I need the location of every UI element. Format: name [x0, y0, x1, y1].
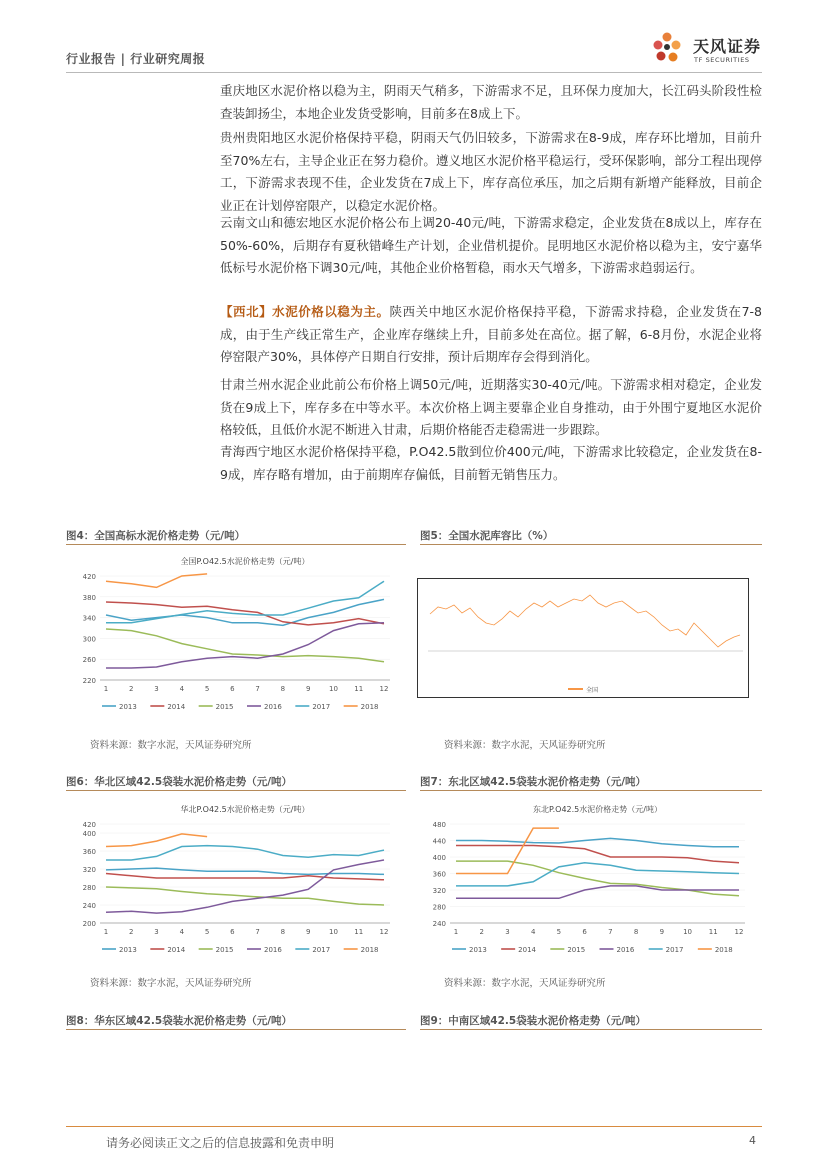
- paragraph-chongqing: 重庆地区水泥价格以稳为主，阴雨天气稍多，下游需求不足，且环保力度加大，长江码头阶段性检查装卸扬尘，本地企业发货受影响，目前多在8成上下。: [220, 83, 762, 121]
- legend-label-2017: 2017: [312, 946, 331, 954]
- y-tick-label: 280: [82, 884, 96, 892]
- x-tick-label: 6: [230, 928, 235, 936]
- legend-label-2015: 2015: [215, 946, 234, 954]
- fig4-rule: [66, 544, 406, 545]
- paragraph-shaanxi: [220, 301, 762, 369]
- fig5-chart: [418, 579, 748, 697]
- fig5-legend-label: 全国: [586, 687, 599, 694]
- fig5-series-line: [430, 595, 740, 647]
- fig7-chart: [420, 798, 755, 963]
- x-tick-label: 2: [129, 685, 134, 693]
- legend-label-2014: 2014: [167, 946, 186, 954]
- fig5-caption: 图5：全国水泥库容比（%）: [420, 530, 554, 542]
- y-tick-label: 320: [82, 866, 96, 874]
- series-line-2016: [106, 623, 384, 668]
- legend-label-2018: 2018: [714, 946, 733, 954]
- series-line-2015: [106, 887, 384, 905]
- y-tick-label: 360: [432, 870, 446, 879]
- fig4-chart: [70, 550, 400, 720]
- paragraph-gansu: 甘肃兰州水泥企业此前公布价格上调50元/吨，近期落实30-40元/吨。下游需求相对稳定，企业发货在9成上下，库存多在中等水平。本次价格上调主要靠企业自身推动，由于外围宁夏地区水泥价格较低，且低价水泥不断进入甘肃，后期价格能否走稳需进一步跟踪。: [220, 377, 762, 437]
- y-tick-label: 400: [432, 854, 446, 862]
- x-tick-label: 2: [479, 928, 484, 936]
- x-tick-label: 6: [230, 685, 235, 693]
- fig6-source: 资料来源：数字水泥，天风证券研究所: [90, 978, 252, 989]
- fig9-caption: 图9：中南区域42.5袋装水泥价格走势（元/吨）: [420, 1015, 647, 1027]
- y-tick-label: 400: [82, 830, 96, 838]
- x-tick-label: 11: [354, 928, 364, 936]
- series-line-2014: [456, 846, 739, 863]
- x-tick-label: 7: [608, 928, 613, 936]
- series-line-2017: [106, 581, 384, 623]
- header-divider: [66, 72, 762, 73]
- x-tick-label: 7: [255, 928, 260, 936]
- legend-label-2013: 2013: [119, 703, 137, 711]
- paragraph-qinghai: 青海西宁地区水泥价格保持平稳，P.O42.5散到位价400元/吨，下游需求比较稳定，企业发货在8-9成，库存略有增加，由于前期库存偏低，目前暂无销售压力。: [220, 444, 762, 482]
- fig8-rule: [66, 1029, 406, 1030]
- y-tick-label: 200: [82, 920, 96, 928]
- logo-subtext: TF SECURITIES: [694, 56, 750, 64]
- logo-text: 天风证券: [693, 37, 762, 56]
- report-category: 行业报告 | 行业研究周报: [66, 52, 206, 66]
- x-tick-label: 4: [179, 685, 185, 693]
- y-tick-label: 280: [432, 903, 446, 912]
- fig5-chart-frame: [417, 578, 749, 698]
- legend-label-2014: 2014: [167, 703, 186, 711]
- legend-label-2013: 2013: [119, 946, 137, 954]
- legend-label-2018: 2018: [360, 703, 379, 711]
- legend-label-2016: 2016: [616, 946, 635, 954]
- x-tick-label: 10: [328, 928, 338, 936]
- y-tick-label: 440: [432, 837, 446, 846]
- legend-label-2016: 2016: [264, 946, 282, 954]
- y-tick-label: 420: [82, 821, 96, 829]
- fig9-rule: [420, 1029, 762, 1030]
- y-tick-label: 300: [82, 635, 96, 644]
- y-tick-label: 360: [82, 848, 96, 856]
- y-tick-label: 260: [82, 656, 96, 665]
- y-tick-label: 340: [82, 614, 96, 623]
- paragraph-shaanxi-text: 陕西关中地区水泥价格保持平稳，下游需求持稳，企业发货在7-8成，由于生产线正常生产，企业库存继续上升，目前多处在高位。据了解，6-8月份，水泥企业将停窑限产30%，具体停产日期自行安排，预计后期库存会得到消化。: [220, 304, 762, 364]
- x-tick-label: 4: [530, 928, 536, 936]
- x-tick-label: 1: [103, 685, 109, 693]
- x-tick-label: 5: [556, 928, 562, 936]
- x-tick-label: 12: [734, 928, 744, 936]
- series-line-2017: [106, 846, 384, 860]
- series-line-2014: [106, 874, 384, 880]
- legend-label-2013: 2013: [469, 946, 487, 954]
- x-tick-label: 7: [255, 685, 260, 693]
- paragraph-yunnan: 云南文山和德宏地区水泥价格公布上调20-40元/吨，下游需求稳定，企业发货在8成以上，库存在50%-60%，后期存有夏秋错峰生产计划，企业借机提价。昆明地区水泥价格以稳为主，安宁嘉华低标号水泥价格下调30元/吨，其他企业价格暂稳，雨水天气增多，下游需求趋弱运行。: [220, 215, 762, 275]
- x-tick-label: 5: [204, 928, 210, 936]
- series-line-2018: [456, 828, 559, 873]
- x-tick-label: 1: [453, 928, 459, 936]
- fig4-caption: 图4：全国高标水泥价格走势（元/吨）: [66, 530, 246, 542]
- page-number: 4: [749, 1134, 756, 1147]
- x-tick-label: 12: [379, 928, 389, 936]
- x-tick-label: 3: [154, 685, 159, 693]
- x-tick-label: 1: [103, 928, 109, 936]
- y-tick-label: 380: [82, 593, 96, 602]
- company-logo: [651, 28, 766, 68]
- legend-label-2014: 2014: [518, 946, 536, 954]
- fig7-rule: [420, 790, 762, 791]
- legend-label-2015: 2015: [215, 703, 234, 711]
- legend-label-2016: 2016: [264, 703, 282, 711]
- x-tick-label: 10: [683, 928, 693, 936]
- x-tick-label: 6: [582, 928, 587, 936]
- series-line-2017: [456, 863, 739, 886]
- chart-title: 华北P.O42.5水泥价格走势（元/吨）: [180, 805, 310, 814]
- y-tick-label: 480: [432, 821, 446, 829]
- y-tick-label: 240: [82, 902, 96, 910]
- x-tick-label: 9: [305, 685, 311, 693]
- y-tick-label: 320: [432, 887, 446, 895]
- legend-label-2017: 2017: [665, 946, 684, 954]
- fig6-chart: [70, 798, 400, 963]
- footer-divider: [66, 1126, 762, 1127]
- fig8-caption: 图8：华东区域42.5袋装水泥价格走势（元/吨）: [66, 1015, 293, 1027]
- x-tick-label: 5: [204, 685, 210, 693]
- y-tick-label: 220: [82, 677, 96, 685]
- x-tick-label: 3: [154, 928, 159, 936]
- series-line-2018: [106, 834, 207, 847]
- fig7-caption: 图7：东北区域42.5袋装水泥价格走势（元/吨）: [420, 776, 647, 788]
- x-tick-label: 11: [354, 685, 364, 693]
- x-tick-label: 8: [280, 928, 286, 936]
- x-tick-label: 4: [179, 928, 185, 936]
- x-tick-label: 9: [305, 928, 311, 936]
- y-tick-label: 420: [82, 573, 96, 581]
- chart-title: 全国P.O42.5水泥价格走势（元/吨）: [180, 557, 310, 566]
- chart-title: 东北P.O42.5水泥价格走势（元/吨）: [533, 805, 662, 814]
- logo-petal-icon: [651, 28, 691, 68]
- legend-label-2017: 2017: [312, 703, 331, 711]
- x-tick-label: 3: [505, 928, 510, 936]
- fig5-rule: [420, 544, 762, 545]
- fig6-rule: [66, 790, 406, 791]
- y-tick-label: 240: [432, 920, 446, 928]
- x-tick-label: 9: [659, 928, 665, 936]
- fig4-source: 资料来源：数字水泥，天风证券研究所: [90, 740, 252, 751]
- x-tick-label: 2: [129, 928, 134, 936]
- x-tick-label: 8: [280, 685, 286, 693]
- x-tick-label: 12: [379, 685, 389, 693]
- northwest-heading: 【西北】水泥价格以稳为主。: [220, 304, 390, 319]
- x-tick-label: 11: [708, 928, 718, 936]
- fig6-caption: 图6：华北区域42.5袋装水泥价格走势（元/吨）: [66, 776, 293, 788]
- x-tick-label: 10: [328, 685, 338, 693]
- legend-label-2018: 2018: [360, 946, 379, 954]
- legend-label-2015: 2015: [567, 946, 586, 954]
- disclaimer-link[interactable]: 请务必阅读正文之后的信息披露和免责申明: [106, 1136, 335, 1150]
- fig5-source: 资料来源：数字水泥，天风证券研究所: [444, 740, 606, 751]
- paragraph-guizhou: 贵州贵阳地区水泥价格保持平稳，阴雨天气仍旧较多，下游需求在8-9成，库存环比增加，目前升至70%左右，主导企业正在努力稳价。遵义地区水泥价格平稳运行，受环保影响，部分工程出现停工，下游需求表现不佳，企业发货在7成上下，库存高位承压，加之后期有新增产能释放，目前企业正在计划停窑限产，以稳定水泥价格。: [220, 130, 762, 213]
- fig7-source: 资料来源：数字水泥，天风证券研究所: [444, 978, 606, 989]
- x-tick-label: 8: [633, 928, 639, 936]
